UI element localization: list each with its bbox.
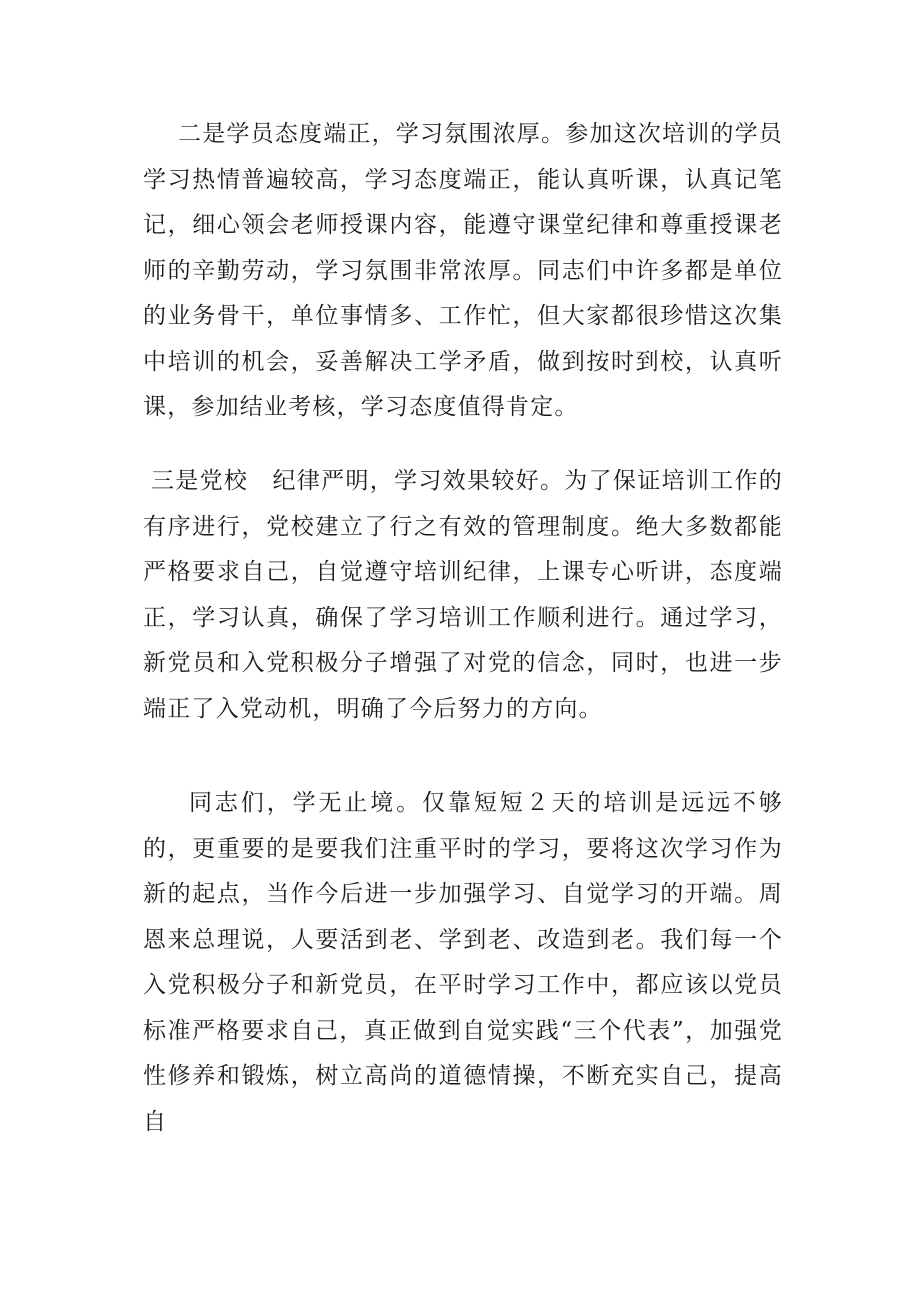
paragraph-attitude: 二是学员态度端正，学习氛围浓厚。参加这次培训的学员学习热情普遍较高，学习态度端正，能认真听课，认真记笔记，细心领会老师授课内容，能遵守课堂纪律和尊重授课老师的辛勤劳动，学习氛围非常浓厚。同志们中许多都是单位的业务骨干，单位事情多、工作忙，但大家都很珍惜这次集中培训的机会，妥善解决工学矛盾，做到按时到校，认真听课，参加结业考核，学习态度值得肯定。 bbox=[143, 121, 783, 420]
paragraph-lifelong-learning: 同志们，学无止境。仅靠短短２天的培训是远远不够的，更重要的是要我们注重平时的学习，要将这次学习作为新的起点，当作今后进一步加强学习、自觉学习的开端。周恩来总理说，人要活到老、学到老、改造到老。我们每一个入党积极分子和新党员，在平时学习工作中，都应该以党员标准严格要求自己，真正做到自觉实践“三个代表”，加强党性修养和锻炼，树立高尚的道德情操，不断充实自己，提高自 bbox=[143, 790, 783, 1135]
paragraph-discipline: 三是党校 纪律严明，学习效果较好。为了保证培训工作的有序进行，党校建立了行之有效的管理制度。绝大多数都能严格要求自己，自觉遵守培训纪律，上课专心听讲，态度端正，学习认真，确保了学习培训工作顺利进行。通过学习，新党员和入党积极分子增强了对党的信念，同时，也进一步端正了入党动机，明确了今后努力的方向。 bbox=[143, 468, 783, 722]
